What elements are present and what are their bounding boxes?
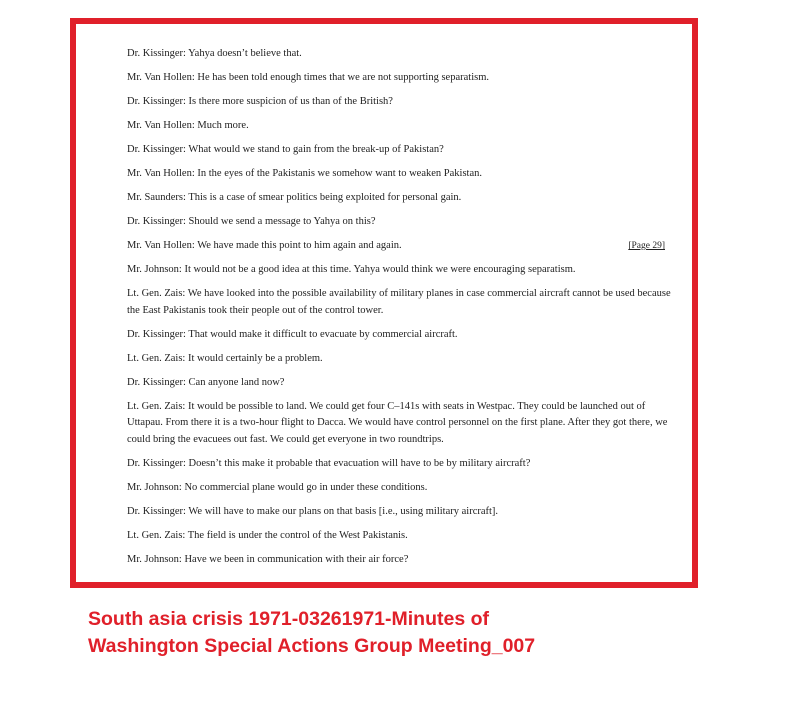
transcript-line-text: Mr. Van Hollen: We have made this point to him again and again. bbox=[127, 240, 402, 251]
transcript-line: Mr. Van Hollen: Much more. bbox=[127, 120, 249, 131]
caption-line-1: South asia crisis 1971-03261971-Minutes of bbox=[88, 608, 490, 630]
transcript-line: Dr. Kissinger: Can anyone land now? bbox=[127, 376, 285, 388]
transcript-line: Lt. Gen. Zais: The field is under the control of the West Pakistanis. bbox=[127, 529, 408, 541]
document-frame bbox=[70, 18, 698, 588]
caption bbox=[88, 606, 768, 660]
page-ref-link[interactable]: [Page 29] bbox=[628, 241, 665, 251]
transcript-line: Dr. Kissinger: Yahya doesn’t believe that. bbox=[127, 48, 302, 59]
transcript bbox=[127, 46, 671, 576]
transcript-line: Mr. Van Hollen: He has been told enough times that we are not supporting separatism. bbox=[127, 72, 489, 83]
transcript-line: Dr. Kissinger: We will have to make our plans on that basis [i.e., using military aircraft]. bbox=[127, 505, 499, 517]
transcript-line: Mr. Johnson: It would not be a good idea at this time. Yahya would think we were encouraging separatism. bbox=[127, 264, 576, 275]
transcript-line: Dr. Kissinger: Is there more suspicion of us than of the British? bbox=[127, 96, 393, 107]
caption-line-2: Washington Special Actions Group Meeting_007 bbox=[88, 635, 536, 657]
transcript-line: Dr. Kissinger: Should we send a message to Yahya on this? bbox=[127, 216, 376, 227]
transcript-line: Lt. Gen. Zais: We have looked into the possible availability of military planes in case commercial aircraft cannot be used because the East Pakistanis took their people out of the control tower. bbox=[127, 288, 671, 316]
transcript-line: Dr. Kissinger: Doesn’t this make it probable that evacuation will have to be by military aircraft? bbox=[127, 457, 531, 469]
transcript-line: Mr. Van Hollen: In the eyes of the Pakistanis we somehow want to weaken Pakistan. bbox=[127, 168, 482, 179]
transcript-line: Mr. Johnson: Have we been in communication with their air force? bbox=[127, 553, 409, 565]
transcript-line-with-page-ref bbox=[127, 238, 671, 255]
transcript-line: Mr. Johnson: No commercial plane would go in under these conditions. bbox=[127, 481, 428, 493]
transcript-line: Dr. Kissinger: That would make it difficult to evacuate by commercial aircraft. bbox=[127, 328, 458, 340]
transcript-line: Lt. Gen. Zais: It would be possible to land. We could get four C–141s with seats in Westpac. They could be launched out of Uttapau. From there it is a two-hour flight to Dacca. We would have control personnel on the first plane. After they got there, we could bring the evacuees out fast. We could get everyone in two roundtrips. bbox=[127, 400, 668, 445]
transcript-line: Mr. Saunders: This is a case of smear politics being exploited for personal gain. bbox=[127, 192, 462, 203]
transcript-line: Lt. Gen. Zais: It would certainly be a problem. bbox=[127, 352, 323, 364]
transcript-line: Dr. Kissinger: What would we stand to gain from the break-up of Pakistan? bbox=[127, 144, 444, 155]
